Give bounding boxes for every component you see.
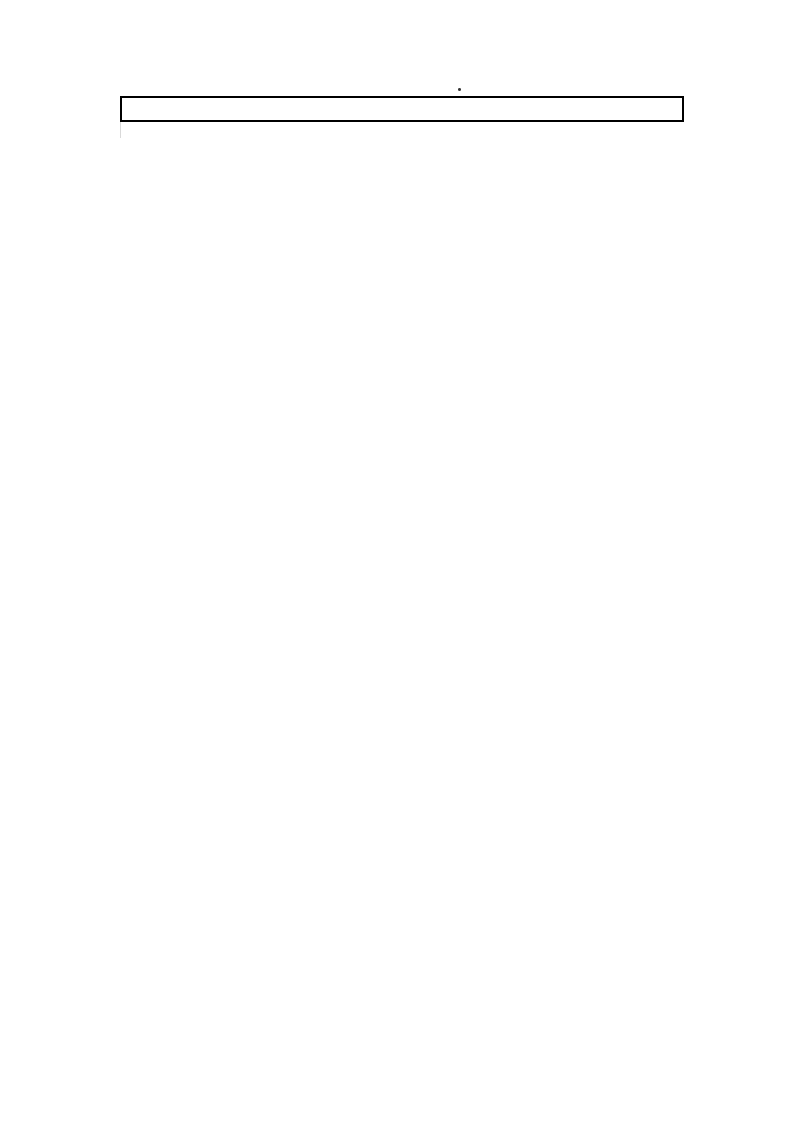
roster-table <box>120 96 684 122</box>
title-row <box>121 97 683 121</box>
gridline-strip-bottom <box>120 122 684 138</box>
scan-artifact-dot <box>458 88 461 91</box>
class-assignment-sheet <box>120 91 686 138</box>
table-title[interactable] <box>121 97 683 121</box>
